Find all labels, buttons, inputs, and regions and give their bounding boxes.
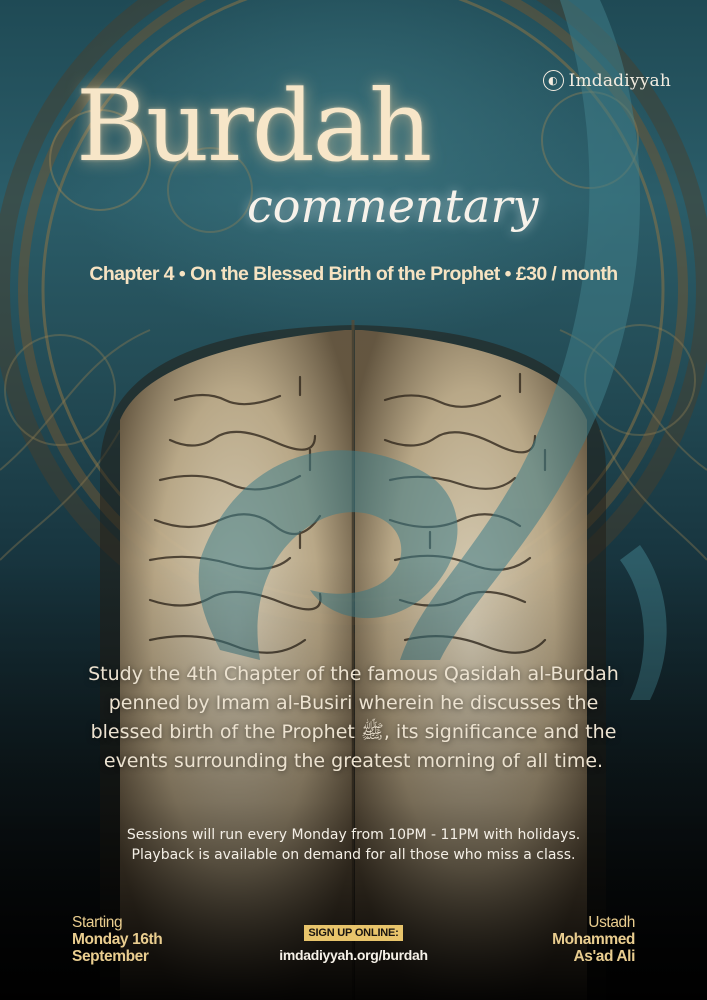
teacher-name-line1: Mohammed [552,931,635,948]
signup-badge[interactable]: SIGN UP ONLINE: [304,925,402,941]
chapter-label: Chapter 4 [89,263,174,285]
price-label: £30 / month [515,263,618,285]
start-label: Starting [72,914,123,931]
course-meta-line [0,263,707,286]
separator-dot: • [178,263,186,285]
signup-link[interactable]: imdadiyyah.org/burdah [279,947,428,963]
session-playback: Playback is available on demand for all those who miss a class. [131,847,576,863]
start-date-line2: September [72,948,149,965]
course-description: Study the 4th Chapter of the famous Qasidah al-Burdah penned by Imam al-Busiri wherein he discusses the blessed birth of the Prophet ﷺ, its significance and the events surrounding the greatest morning of all time. [88,663,619,772]
teacher-block [552,914,635,965]
poster-subtitle: commentary [247,179,539,233]
teacher-name-line2: As'ad Ali [573,948,635,965]
session-schedule: Sessions will run every Monday from 10PM - 11PM with holidays. [126,827,581,843]
teacher-title: Ustadh [588,914,635,931]
session-info [0,825,707,865]
topic-label: On the Blessed Birth of the Prophet [190,263,500,285]
brand-name: Imdadiyyah [568,70,671,91]
poster-title: Burdah [76,70,431,184]
start-date-line1: Monday 16th [72,931,163,948]
brand-logo[interactable] [543,70,671,91]
separator-dot: • [504,263,511,285]
imdadiyyah-logo-icon: ◐ [543,70,564,91]
